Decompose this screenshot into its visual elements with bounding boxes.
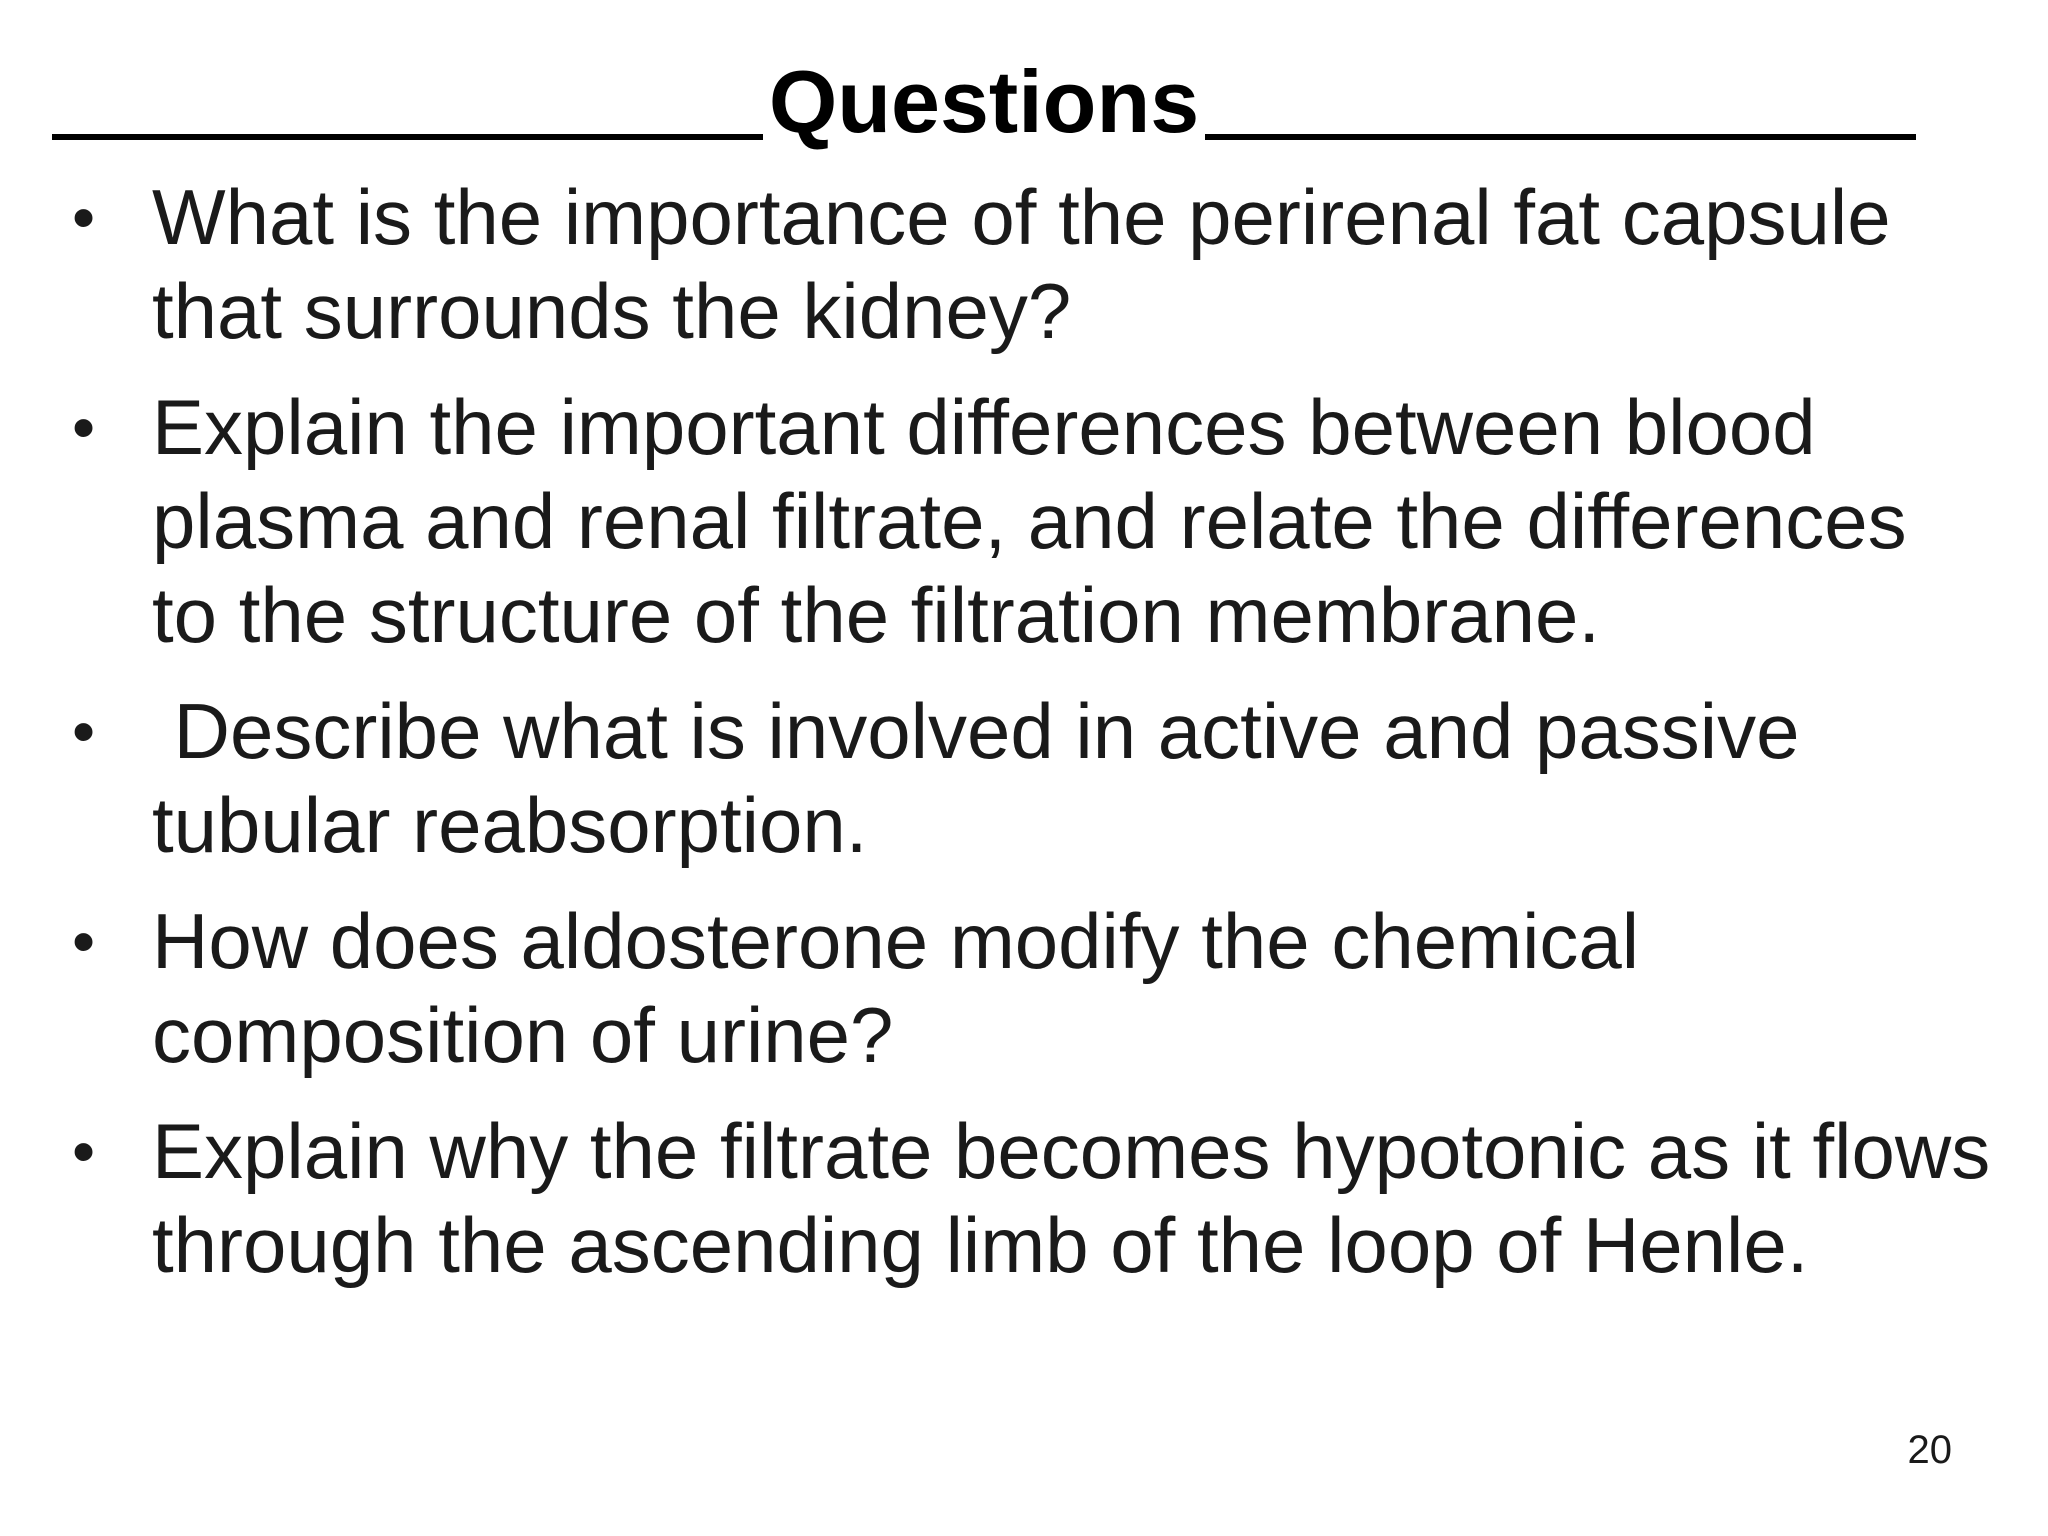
bullet-icon: •	[72, 1114, 96, 1188]
question-list	[72, 170, 1992, 1314]
question-item	[72, 684, 1992, 872]
bullet-icon: •	[72, 390, 96, 464]
question-item	[72, 170, 1992, 358]
question-text: Explain why the filtrate becomes hypotonic as it flows through the ascending limb of the loop of Henle.	[152, 1107, 1991, 1289]
bullet-icon: •	[72, 904, 96, 978]
question-text: What is the importance of the perirenal fat capsule that surrounds the kidney?	[152, 173, 1891, 355]
question-text: Explain the important differences between blood plasma and renal filtrate, and relate the differences to the structure of the filtration membrane.	[152, 383, 1907, 659]
slide-title-container	[0, 52, 1968, 152]
question-text: Describe what is involved in active and passive tubular reabsorption.	[152, 687, 1822, 869]
question-item	[72, 380, 1992, 662]
page-number: 20	[1907, 1428, 1952, 1472]
question-item	[72, 894, 1992, 1082]
bullet-icon: •	[72, 694, 96, 768]
question-item	[72, 1104, 1992, 1292]
bullet-icon: •	[72, 180, 96, 254]
slide-title: Questions	[763, 52, 1205, 151]
question-text: How does aldosterone modify the chemical composition of urine?	[152, 897, 1640, 1079]
